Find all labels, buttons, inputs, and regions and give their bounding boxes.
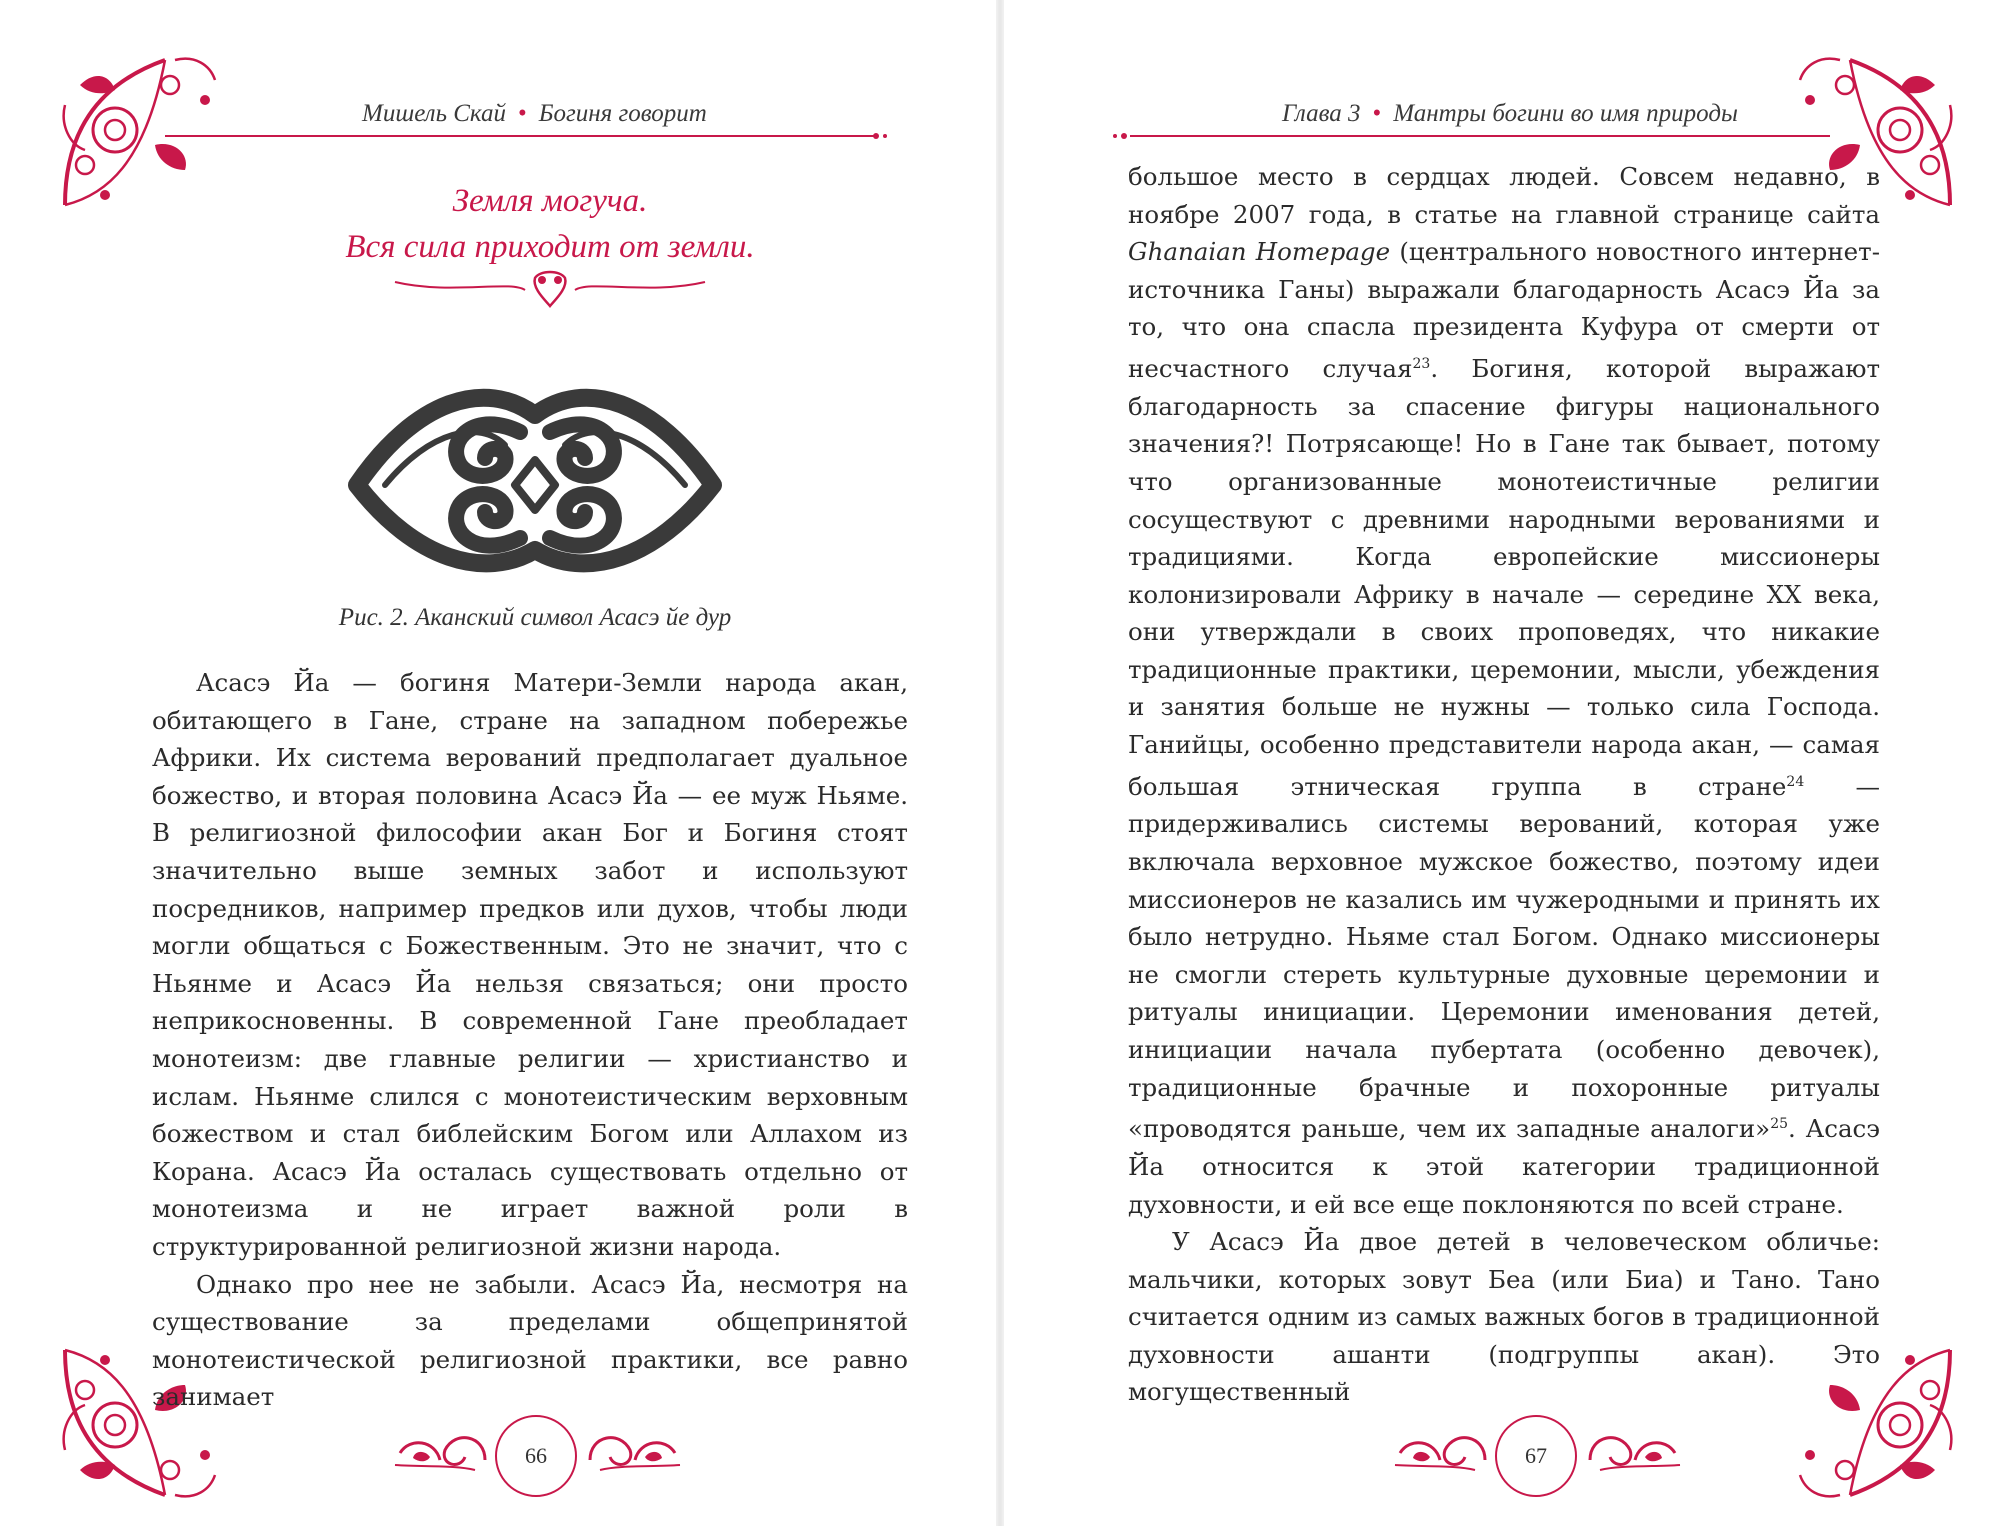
right-page	[1000, 0, 2000, 1526]
epigraph	[320, 178, 780, 270]
page-footer-right	[1385, 1443, 1685, 1526]
asase-ye-duru-symbol	[345, 360, 725, 600]
page-number: 67	[1495, 1415, 1577, 1497]
footnote-ref: 23	[1412, 355, 1431, 372]
epigraph-line-2: Вся сила приходит от земли.	[345, 229, 755, 265]
figure-caption: Рис. 2. Аканский символ Асасэ йе дур	[338, 604, 732, 631]
rule-end-dots	[870, 128, 890, 144]
footer-ornament-right	[580, 1425, 690, 1475]
text-run: (центрального новостного интернет-источника Ганы) выражали благодарность Асасэ Йа за то, что она спасла президента Куфура от смерти от несчастного случая	[1128, 237, 1880, 384]
running-header-left	[362, 100, 707, 128]
right-body-text	[1128, 158, 1880, 1411]
text-run: . Богиня, которой выражают благодарность за спасение фигуры национального значения?! Потрясающе! Но в Гане так бывает, потому что организованные монотеистичные религии сосуществуют с древними народными верованиями и традициями. Когда европейские миссионеры колонизировали Африку в начале — середине XX века, они утверждали в своих проповедях, что никакие традиционные практики, церемонии, мысли, убеждения и занятия больше не нужны — только сила Господа. Ганийцы, особенно представители народа акан, — самая большая этническая группа в стране	[1128, 354, 1880, 801]
paragraph: Однако про нее не забыли. Асасэ Йа, несмотря на существование за пределами общепринятой монотеистической религиозной практики, все равно занимает	[152, 1269, 908, 1412]
footnote-ref: 24	[1786, 773, 1805, 790]
corner-ornament-top-left	[55, 45, 225, 215]
text-run: . Асасэ Йа относится к этой категории традиционной духовности, и ей все еще поклоняются по всей стране.	[1128, 1114, 1881, 1219]
running-header-right	[1282, 100, 1738, 128]
footer-ornament-right	[1580, 1425, 1690, 1475]
page-number: 66	[495, 1415, 577, 1497]
page-footer-left	[385, 1443, 685, 1526]
text-run: — придерживались системы верований, которая уже включала верховное мужское божество, поэтому идеи миссионеров не казались им чужеродными и принять их было нетрудно. Ньяме стал Богом. Однако миссионеры не смогли стереть культурные духовные церемонии и ритуалы инициации. Церемонии именования детей, инициации начала пубертата (особенно девочек), традиционные брачные и похоронные ритуалы «проводятся раньше, чем их западные аналоги»	[1128, 771, 1880, 1144]
left-body-text	[152, 664, 908, 1416]
footnote-ref: 25	[1770, 1116, 1789, 1133]
website-name: Ghanaian Homepage	[1128, 237, 1391, 267]
header-author: Мишель Скай	[362, 100, 506, 127]
footer-ornament-left	[385, 1425, 495, 1475]
epigraph-divider-ornament	[390, 270, 710, 310]
epigraph-line-1: Земля могуча.	[452, 183, 648, 219]
header-chapter: Глава 3	[1282, 100, 1361, 127]
header-rule	[1130, 135, 1830, 137]
paragraph: Асасэ Йа — богиня Матери-Земли народа акан, обитающего в Гане, стране на западном побережье Африки. Их система верований предполагает дуальное божество, и вторая половина Асасэ Йа — ее муж Ньяме. В религиозной философии акан Бог и Богиня стоят значительно выше земных забот и используют посредников, например предков или духов, чтобы люди могли общаться с Божественным. Это не значит, что с Ньянме и Асасэ Йа нельзя связаться; они просто неприкосновенны. В современной Гане преобладает монотеизм: две главные религии — христианство и ислам. Ньянме слился с монотеистическим верховным божеством и стал библейским Богом или Аллахом из Корана. Асасэ Йа осталась существовать отдельно от монотеизма и не играет важной роли в структурированной религиозной жизни народа.	[152, 668, 908, 1261]
header-book-title: Богиня говорит	[538, 100, 707, 127]
paragraph	[1128, 158, 1880, 1223]
header-separator-dot: •	[1372, 100, 1382, 127]
header-rule	[165, 135, 875, 137]
footer-ornament-left	[1385, 1425, 1495, 1475]
header-separator-dot: •	[517, 100, 527, 127]
header-chapter-title: Мантры богини во имя природы	[1393, 100, 1738, 127]
text-run: большое место в сердцах людей. Совсем недавно, в ноябре 2007 года, в статье на главной странице сайта	[1128, 162, 1880, 229]
paragraph: У Асасэ Йа двое детей в человеческом обличье: мальчики, которых зовут Беа (или Биа) и Тано. Тано считается одним из самых важных богов в традиционной духовности ашанти (подгруппы акан). Это могущественный	[1128, 1227, 1880, 1407]
rule-start-dots	[1110, 128, 1130, 144]
